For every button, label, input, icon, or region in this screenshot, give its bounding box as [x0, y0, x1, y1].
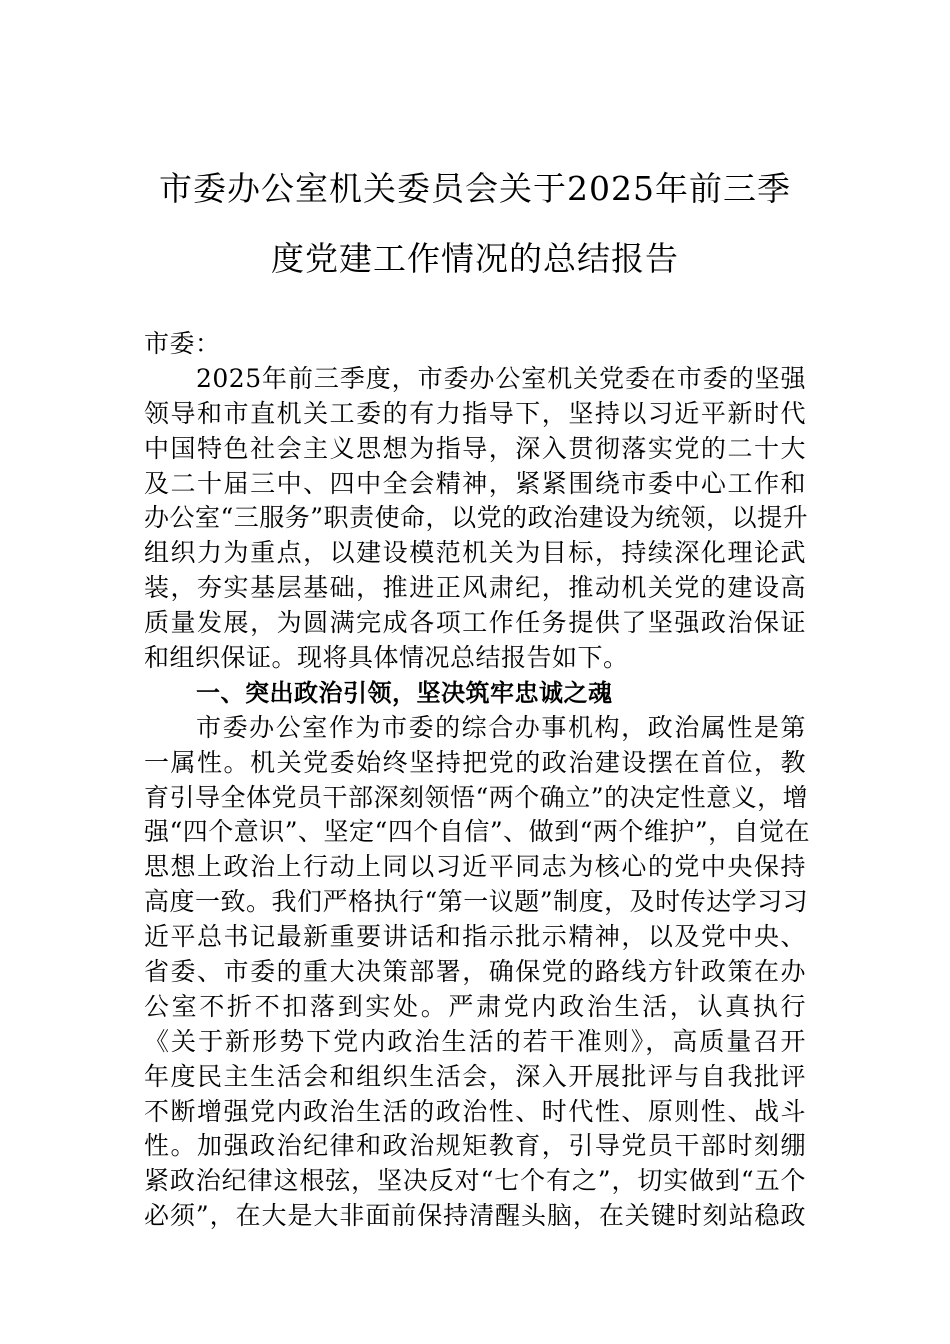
- document-title-line-1: 市委办公室机关委员会关于2025年前三季: [159, 169, 791, 208]
- paragraph-line: 性。加强政治纪律和政治规矩教育，引导党员干部时刻绷: [144, 1131, 806, 1161]
- paragraph-line: 一属性。机关党委始终坚持把党的政治建设摆在首位，教: [144, 747, 806, 777]
- paragraph-line: 领导和市直机关工委的有力指导下，坚持以习近平新时代: [144, 398, 806, 428]
- paragraph-line: 组织力为重点，以建设模范机关为目标，持续深化理论武: [144, 538, 806, 568]
- paragraph-line: 办公室“三服务”职责使命，以党的政治建设为统领，以提升: [144, 503, 809, 533]
- paragraph-line: 不断增强党内政治生活的政治性、时代性、原则性、战斗: [144, 1096, 806, 1126]
- paragraph-line: 年度民主生活会和组织生活会，深入开展批评与自我批评: [144, 1061, 806, 1091]
- paragraph-line: 和组织保证。现将具体情况总结报告如下。: [144, 643, 629, 673]
- paragraph-line: 装，夯实基层基础，推进正风肃纪，推动机关党的建设高: [144, 573, 806, 603]
- paragraph-line: 思想上政治上行动上同以习近平同志为核心的党中央保持: [144, 852, 806, 882]
- paragraph-line: 必须”，在大是大非面前保持清醒头脑，在关键时刻站稳政: [144, 1201, 806, 1231]
- paragraph-line: 育引导全体党员干部深刻领悟“两个确立”的决定性意义，增: [144, 782, 809, 812]
- section-heading: 一、突出政治引领，坚决筑牢忠诚之魂: [196, 678, 613, 707]
- paragraph-line: 及二十届三中、四中全会精神，紧紧围绕市委中心工作和: [144, 468, 806, 498]
- salutation: 市委：: [144, 329, 221, 358]
- paragraph-line: 高度一致。我们严格执行“第一议题”制度，及时传达学习习: [144, 887, 809, 917]
- paragraph-line: 《关于新形势下党内政治生活的若干准则》，高质量召开: [144, 1026, 806, 1056]
- document-title-line-2: 度党建工作情况的总结报告: [271, 239, 679, 278]
- paragraph-line: 近平总书记最新重要讲话和指示批示精神，以及党中央、: [144, 922, 806, 952]
- paragraph-line: 公室不折不扣落到实处。严肃党内政治生活，认真执行: [144, 991, 806, 1021]
- paragraph-line: 2025年前三季度，市委办公室机关党委在市委的坚强: [196, 363, 806, 393]
- paragraph-line: 市委办公室作为市委的综合办事机构，政治属性是第: [196, 712, 806, 742]
- paragraph-line: 省委、市委的重大决策部署，确保党的路线方针政策在办: [144, 957, 806, 987]
- paragraph-line: 中国特色社会主义思想为指导，深入贯彻落实党的二十大: [144, 433, 806, 463]
- document-body: [144, 327, 811, 1234]
- paragraph-line: 强“四个意识”、坚定“四个自信”、做到“两个维护”，自觉在: [144, 817, 811, 847]
- paragraph-line: 紧政治纪律这根弦，坚决反对“七个有之”，切实做到“五个: [144, 1166, 806, 1196]
- paragraph-line: 质量发展，为圆满完成各项工作任务提供了坚强政治保证: [144, 608, 806, 638]
